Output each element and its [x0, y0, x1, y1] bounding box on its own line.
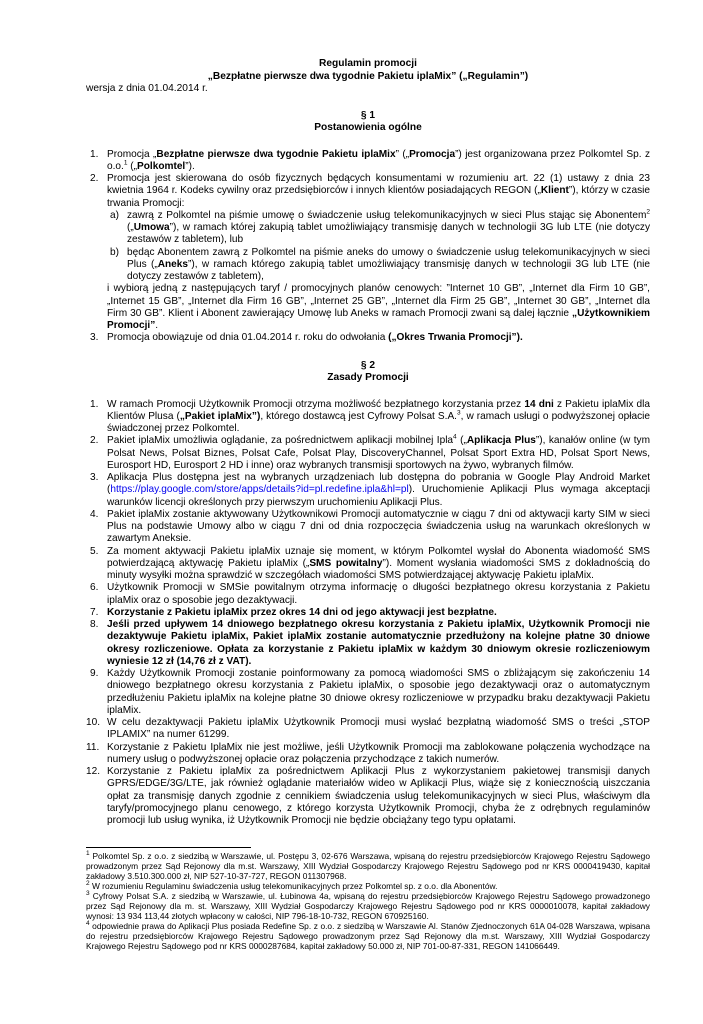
sub-list: [107, 210, 650, 284]
list-item: 1. W ramach Promocji Użytkownik Promocji otrzyma możliwość bezpłatnego korzystania przez 14 dni z Pakietu iplaMix dla Klientów Plusa („Pakiet iplaMix”), którego dostawcą jest Cyfrowy Polsat S.A.$^3$, w ramach usługi o podwyższonej opłacie świadczonej przez Polkomtel.: [90, 398, 650, 434]
footnote: $^1$ Polkomtel Sp. z o.o. z siedzibą w Warszawie, ul. Postępu 3, 02-676 Warszawa, wpisaną do rejestru przedsiębiorców Krajowego Rejestru Sądowego prowadzonym przez Sąd Rejonowy dla m.st. Warszawy, XIII Wydział Gospodarczy Krajowego Rejestru Sądowego pod nr KRS 0000419430, kapitał zakładowy 3.510.300.000 zł, NIP 527-10-37-727, REGON 011307968.: [86, 850, 650, 882]
section-2-title: Zasady Promocji: [327, 372, 409, 383]
list-item: 2. Pakiet iplaMix umożliwia oglądanie, za pośrednictwem aplikacji mobilnej Ipla$^4$ („Aplikacja Plus”), kanałów online (w tym Polsat News, Polsat Biznes, Polsat Cafe, Polsat Play, DiscoveryChannel, Polsat Sport Extra HD, Polsat Sport News, Eurosport HD, Eurosport 2 HD i inne) oraz wybranych transmisji sportowych na żywo, wybranych filmów.: [90, 433, 650, 471]
section-1-title: Postanowienia ogólne: [314, 122, 422, 133]
document-title: Regulamin promocji: [319, 58, 417, 69]
document-page: [86, 58, 650, 951]
section-1-list: [86, 149, 650, 345]
footnote-ref: 1: [123, 159, 128, 167]
list-item: 9. Każdy Użytkownik Promocji zostanie poinformowany za pomocą wiadomości SMS o zbliżającym się zakończeniu 14 dniowego bezpłatnego okresu korzystania z Pakietu iplaMix, o sposobie jego dezaktywacji oraz o automatycznym przedłużeniu Pakietu iplaMix na kolejne płatne 30 dniowe okresy rozliczeniowe w przypadku braku dezaktywacji Pakietu iplaMix.: [90, 668, 650, 716]
section-1-number: § 1: [360, 109, 376, 121]
footnote-divider: [86, 847, 251, 848]
footnote: $^4$ odpowiednie prawa do Aplikacji Plus posiada Redefine Sp. z o.o. z siedzibą w Warszawie Al. Stanów Zjednoczonych 61A 04-028 Warszawa, wpisana do rejestru przedsiębiorców Krajowego Rejestru Sądowego prowadzonym przez Sąd Rejonowy dla m.st. Warszawy, XIII Wydział Gospodarczy Krajowego Rejestru Sądowego pod nr KRS 0000287684, kapitał zakładowy 50.000 zł, NIP 701-00-87-331, REGON 141066449.: [86, 920, 650, 952]
sub-list-item: b) będąc Abonentem zawrą z Polkomtel na piśmie aneks do umowy o świadczenie usług telekomunikacyjnych w sieci Plus („Aneks”), w ramach którego zakupią tablet umożliwiający transmisję danych w technologii 3G lub LTE (nie dotyczy zestawów z tabletem),: [110, 246, 650, 282]
section-2-number: § 2: [360, 359, 376, 371]
footnote-ref: 2: [646, 208, 650, 216]
list-item: 11. Korzystanie z Pakietu IplaMix nie jest możliwe, jeśli Użytkownik Promocji ma zablokowane połączenia wychodzące na numery usług o podwyższonej opłacie oraz połączenia przychodzące z takich numerów.: [86, 741, 650, 765]
sub-list-item: a) zawrą z Polkomtel na piśmie umowę o świadczenie usług telekomunikacyjnych w sieci Plus stając się Abonentem$^2$ („Umowa”), w ramach której zakupią tablet umożliwiający transmisję danych w technologii 3G lub LTE (nie dotyczy zestawów z tabletem), lub: [110, 208, 650, 246]
list-item: 8. Jeśli przed upływem 14 dniowego bezpłatnego okresu korzystania z Pakietu iplaMix, Użytkownik Promocji nie dezaktywuje Pakietu iplaMix, Pakiet iplaMix zostanie automatycznie przedłużony na kolejne płatne 30 dniowe okresy rozliczeniowe. Opłata za korzystanie z Pakietu iplaMix w każdym 30 dniowym okresie rozliczeniowym wyniesie 12 zł (14,76 zł z VAT).: [90, 619, 650, 667]
footnotes: [86, 851, 650, 951]
list-item: 3. Aplikacja Plus dostępna jest na wybranych urządzeniach lub dostępna do pobrania w Google Play Android Market (https://play.google.com/store/apps/details?id=pl.redefine.ipla&hl=pl). Uruchomienie Aplikacji Plus wymaga akceptacji warunków licencji określonych przy pierwszym uruchomieniu Aplikacji Plus.: [90, 472, 650, 508]
list-item: 12. Korzystanie z Pakietu iplaMix za pośrednictwem Aplikacji Plus z wykorzystaniem pakietowej transmisji danych GPRS/EDGE/3G/LTE, jak również oglądanie materiałów wideo w Aplikacji Plus, wiąże się z koniecznością uiszczania opłat za transmisję danych zgodnie z cennikiem świadczenia usług telekomunikacyjnych w sieci Plus, właściwym dla taryfy/promocyjnego planu cenowego, z którego korzysta Użytkownik Promocji, chyba że z odrębnych regulaminów promocji lub usług wynika, iż Użytkownik Promocji nie będzie obciążany tego typu opłatami.: [86, 766, 650, 826]
list-item: 1. Promocja „Bezpłatne pierwsze dwa tygodnie Pakietu iplaMix” („Promocja”) jest organizowana przez Polkomtel Sp. z o.o.$^1$ („Polkomtel”).: [90, 148, 650, 172]
list-item: 4. Pakiet iplaMix zostanie aktywowany Użytkownikowi Promocji automatycznie w ciągu 7 dni od aktywacji karty SIM w sieci Plus na podstawie Umowy albo w ciągu 7 dni od dnia rozpoczęcia świadczenia usług na warunkach określonych w zawartym Aneksie.: [90, 508, 650, 545]
list-item: 3. Promocja obowiązuje od dnia 01.04.2014 r. roku do odwołania („Okres Trwania Promocji”).: [90, 332, 523, 344]
footnote-ref: 3: [456, 409, 461, 417]
list-item: 10. W celu dezaktywacji Pakietu iplaMix Użytkownik Promocji musi wysłać bezpłatną wiadomość SMS o treści „STOP IPLAMIX” na numer 61299.: [86, 717, 650, 741]
footnote-ref: 4: [453, 433, 457, 441]
list-item: 2. Promocja jest skierowana do osób fizycznych będących konsumentami w rozumieniu art. 22 (1) ustawy z dnia 23 kwietnia 1964 r. Kodeks cywilny oraz przedsiębiorców i innych klientów posiadających REGON („Klient”), którzy w czasie trwania Promocji: a) zawrą z Polkomtel na piśmie umowę o świadczenie usług telekomunikacyjnych w sieci Plus stając się Abonentem$^2$ („Umowa”), w ramach której zakupią tablet umożliwiający transmisję danych w technologii 3G lub LTE (nie dotyczy zestawów z tabletem), lub b) będąc Abonentem zawrą z Polkomtel na piśmie aneks do umowy o świadczenie usług telekomunikacyjnych w sieci Plus („Aneks”), w ramach którego zakupią tablet umożliwiający transmisję danych w technologii 3G lub LTE (nie dotyczy zestawów z tabletem), i wybiorą jedną z następujących taryf / promocyjnych planów cenowych: ”Internet 10 GB”, „Internet dla Firm 10 GB”, „Internet 15 GB”, „Internet dla Firm 16 GB”, „Internet 25 GB”, „Internet dla Firm 25 GB”, „Internet 30 GB”, „Internet dla Firm 30 GB”. Klient i Abonent zawierający Umowę lub Aneks w ramach Promocji zwani są dalej łącznie „Użytkownikiem Promocji”.: [90, 173, 650, 331]
document-subtitle: „Bezpłatne pierwsze dwa tygodnie Pakietu iplaMix” („Regulamin”): [207, 70, 529, 82]
list-item: 7. Korzystanie z Pakietu iplaMix przez okres 14 dni od jego aktywacji jest bezpłatne.: [90, 606, 497, 618]
version-line: wersja z dnia 01.04.2014 r.: [86, 83, 208, 94]
footnote: $^2$ W rozumieniu Regulaminu świadczenia usług telekomunikacyjnych przez Polkomtel sp. z o.o. dla Abonentów.: [86, 880, 498, 892]
section-2-list: [86, 399, 650, 828]
list-item: 5. Za moment aktywacji Pakietu iplaMix uznaje się moment, w którym Polkomtel wysłał do Abonenta wiadomość SMS potwierdzającą aktywację Pakietu iplaMix („SMS powitalny”). Moment wysłania wiadomości SMS z dokładnością do minuty wysyłki można sprawdzić w szczegółach wiadomości SMS potwierdzającej aktywację Pakietu iplaMix.: [90, 545, 650, 581]
footnote: $^3$ Cyfrowy Polsat S.A. z siedzibą w Warszawie, ul. Łubinowa 4a, wpisaną do rejestru przedsiębiorców Krajowego Rejestru Sądowego prowadzonego przez Sąd Rejonowy dla m. st. Warszawy, XIII Wydział Gospodarczy Krajowego Rejestru Sądowego pod nr KRS 0000010078, kapitał zakładowy wynosi: 13 934 113,44 złotych wpłacony w całości, NIP 796-18-10-732, REGON 670925160.: [86, 890, 650, 922]
play-store-link[interactable]: https://play.google.com/store/apps/details?id=pl.redefine.ipla&hl=pl: [110, 484, 409, 496]
list-item: 6. Użytkownik Promocji w SMSie powitalnym otrzyma informację o długości bezpłatnego okresu korzystania z Pakietu iplaMix oraz o sposobie jego dezaktywacji.: [90, 582, 650, 606]
